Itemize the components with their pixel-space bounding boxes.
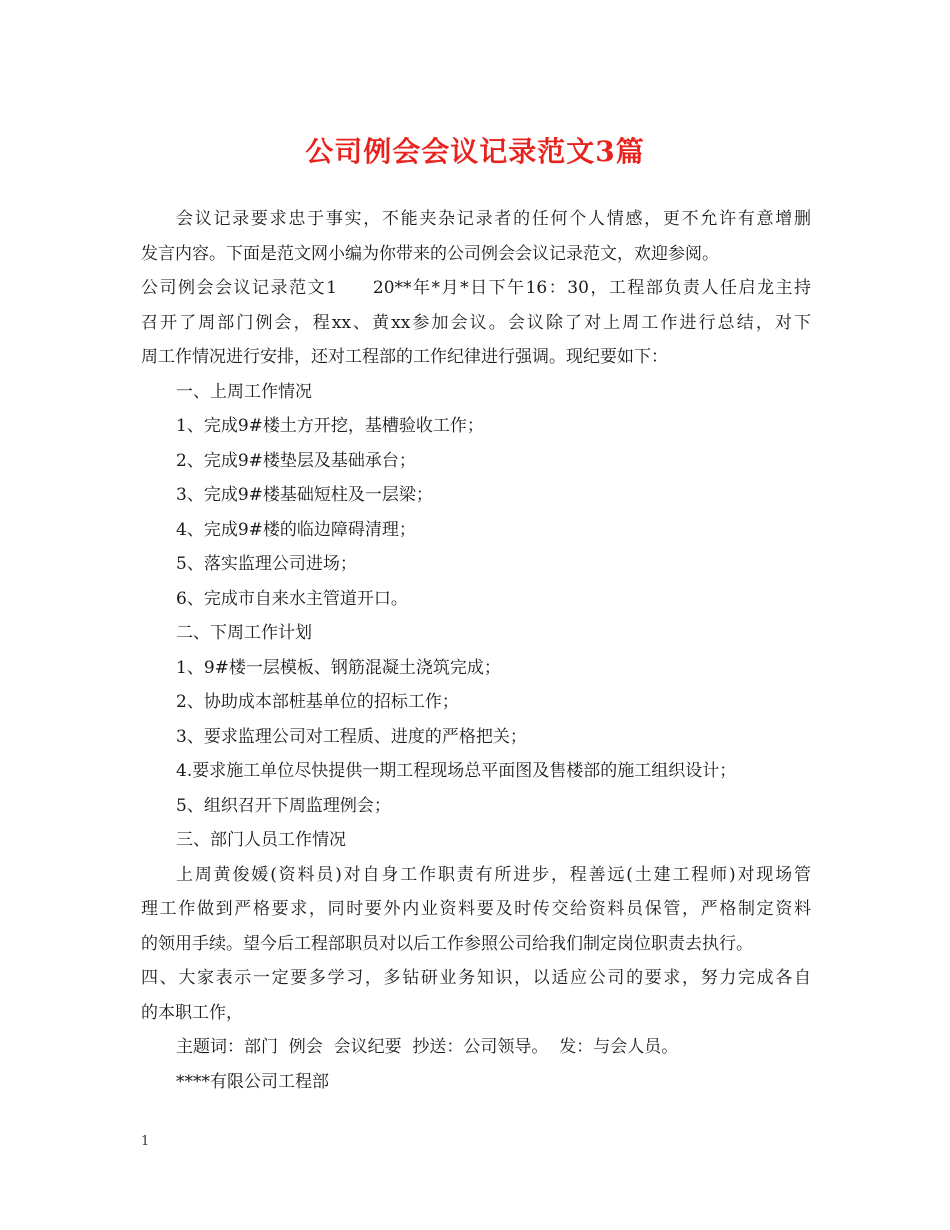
meeting-opening: 20**年*月*日下午16：30，工程部负责人任启龙主持: [372, 278, 811, 298]
closing-line-1: 四、大家表示一定要多学习，多钻研业务知识，以适应公司的要求，努力完成各自: [141, 968, 811, 988]
list-item: 2、协助成本部桩基单位的招标工作；: [176, 692, 459, 712]
list-item: 3、完成9#楼基础短柱及一层梁；: [176, 485, 433, 505]
page-number: 1: [141, 1134, 150, 1149]
list-item: 2、完成9#楼垫层及基础承台；: [176, 450, 416, 471]
section-label: 公司例会会议记录范文1: [141, 278, 337, 298]
section-heading-1: 一、上周工作情况: [176, 381, 312, 402]
list-item: 5、落实监理公司进场；: [176, 554, 357, 574]
list-item: 1、9#楼一层模板、钢筋混凝土浇筑完成；: [176, 657, 501, 678]
closing-line-2: 的本职工作，: [141, 1002, 243, 1023]
signature: ****有限公司工程部: [176, 1071, 329, 1092]
staff-paragraph-line-1: 上周黄俊媛(资料员)对自身工作职责有所进步，程善远(土建工程师)对现场管: [176, 864, 811, 885]
list-item: 3、要求监理公司对工程质、进度的严格把关；: [176, 726, 527, 747]
keywords-line: 主题词：部门 例会 会议纪要 抄送：公司领导。 发：与会人员。: [176, 1037, 679, 1057]
intro-line-1: 会议记录要求忠于事实，不能夹杂记录者的任何个人情感，更不允许有意增删: [176, 209, 811, 229]
meeting-line-3: 周工作情况进行安排，还对工程部的工作纪律进行强调。现纪要如下：: [141, 347, 668, 367]
section-heading-3: 三、部门人员工作情况: [176, 830, 346, 850]
document-title: 公司例会会议记录范文3篇: [305, 135, 645, 168]
list-item: 4、完成9#楼的临边障碍清理；: [176, 519, 416, 540]
section-heading-2: 二、下周工作计划: [176, 623, 312, 643]
intro-line-2: 发言内容。下面是范文网小编为你带来的公司例会会议记录范文，欢迎参阅。: [141, 243, 719, 264]
list-item: 4.要求施工单位尽快提供一期工程现场总平面图及售楼部的施工组织设计；: [176, 761, 737, 781]
list-item: 1、完成9#楼土方开挖，基槽验收工作；: [176, 416, 484, 436]
meeting-line-1: [141, 271, 811, 306]
list-item: 6、完成市自来水主管道开口。: [176, 588, 408, 609]
document-body: [141, 202, 811, 1099]
meeting-line-2: 召开了周部门例会，程xx、黄xx参加会议。会议除了对上周工作进行总结，对下: [141, 312, 811, 333]
list-item: 5、组织召开下周监理例会；: [176, 795, 391, 816]
staff-paragraph-line-2: 理工作做到严格要求，同时要外内业资料要及时传交给资料员保管，严格制定资料: [141, 899, 811, 919]
staff-paragraph-line-3: 的领用手续。望今后工程部职员对以后工作参照公司给我们制定岗位职责去执行。: [141, 933, 753, 954]
